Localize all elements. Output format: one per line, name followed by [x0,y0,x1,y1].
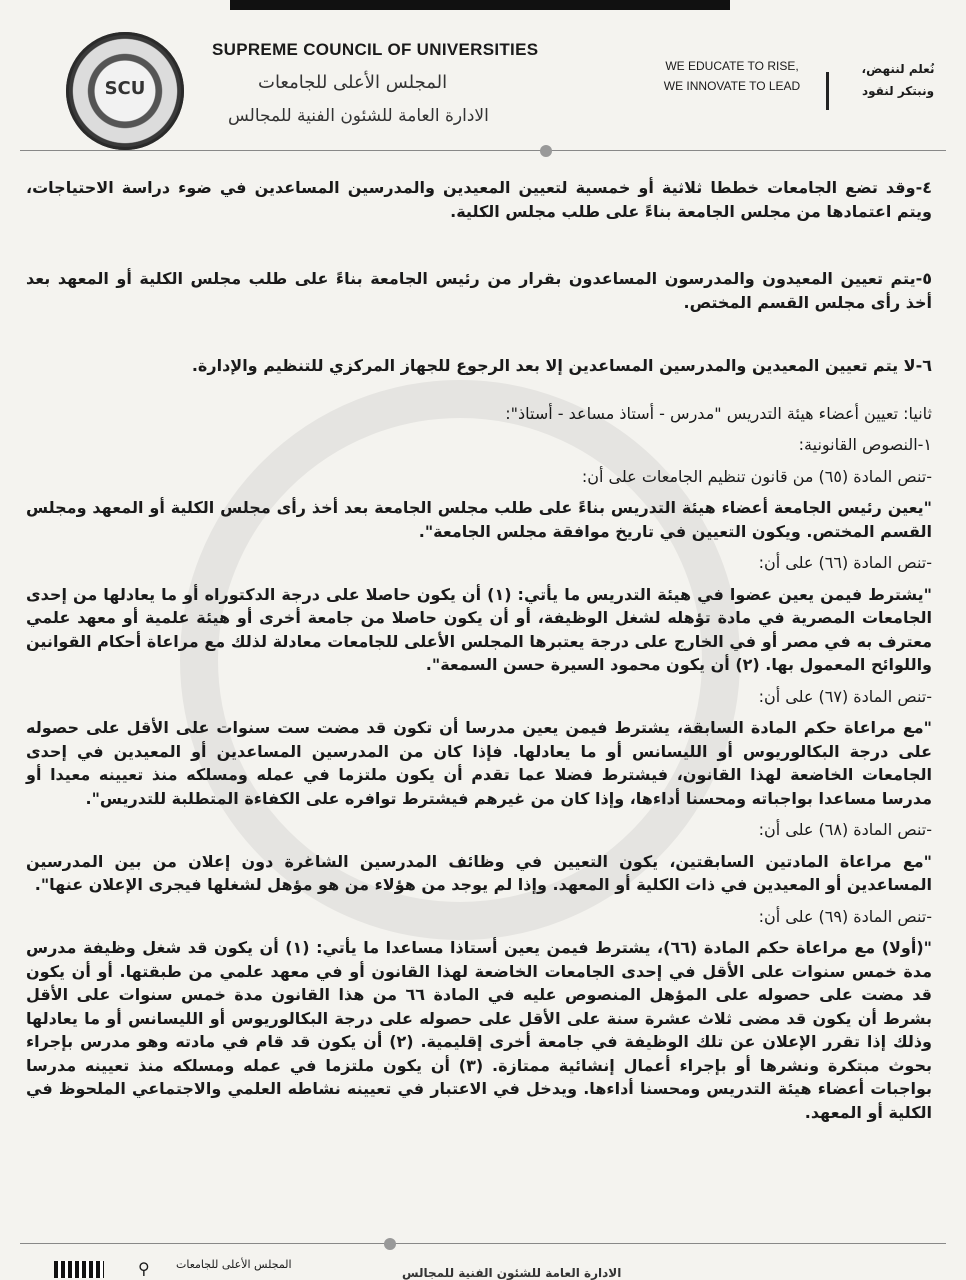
slogan-ar-line1: نُعلم لننهض، [861,62,935,76]
article-66-text: "يشترط فيمن يعين عضوا في هيئة التدريس ما يأتي: (١) أن يكون حاصلا على درجة الدكتوراه أو ما يعادلها من إحدى الجامعات المصرية في مادة تؤهله لشغل الوظيفة، أو أن يكون حاصلا من جامعة أخرى أو هيئة علمية أو معهد علمي معترف به في مصر أو في الخارج على درجة يعتبرها المجلس الأعلى للجامعات معادلة لذلك مع مراعاة أحكام القوانين واللوائح المعمول بها. (٢) أن يكون محمود السيرة حسن السمعة". [26,584,933,674]
header-divider-dot [540,145,552,157]
footer-department-ar: الادارة العامة للشئون الفنية للمجالس [402,1266,622,1280]
slogan-divider [826,72,829,110]
footer-divider-dot [384,1238,396,1250]
scu-seal-logo [66,32,184,150]
article-69-text: "(أولا) مع مراعاة حكم المادة (٦٦)، يشترط فيمن يعين أستاذا مساعدا ما يأتي: (١) أن يكون قد شغل وظيفة مدرس مدة خمس سنوات على الأقل في إحدى الجامعات الخاضعة لهذا القانون أو في معهد علمي من طبقتها. أو أن يكون قد مضت على حصوله على المؤهل المنصوص عليه في المادة ٦٦ من هذا القانون مدة خمس سنوات على الأقل بشرط أن يكون قد مضى ثلاث عشرة سنة على الأقل على حصوله على درجة البكالوريوس أو الليسانس أو ما يعادلها وذلك إذا تقرر الإعلان عن تلك الوظيفة في جامعة أخرى إقليمية. (٢) أن يكون قد قام في مادته وهو مدرس بإجراء بحوث مبتكرة ونشرها أو بإجراء أعمال إنشائية ممتازة. (٣) أن يكون ملتزما في عمله ومسلكه منذ تعيينه مدرسا بواجبات أعضاء هيئة التدريس ومحسنا أداءها. ويدخل في الاعتبار في تعيينه نشاطه العلمي والاجتماعي الملحوظ في الكلية أو المعهد. [26,938,933,1122]
department-title-ar: الادارة العامة للشئون الفنية للمجالس [228,106,489,126]
council-title-ar: المجلس الأعلى للجامعات [258,72,448,93]
footer-divider [20,1243,946,1244]
slogan-en-line2: WE INNOVATE TO LEAD [663,79,801,93]
subheading-legal-texts: ١-النصوص القانونية: [798,435,932,454]
article-69-intro: -تنص المادة (٦٩) على أن: [758,906,932,926]
document-body [26,160,932,1124]
letterhead [0,12,966,147]
article-67-text: "مع مراعاة حكم المادة السابقة، يشترط فيمن يعين مدرسا أن تكون قد مضت ست سنوات على الأقل على حصوله على درجة البكالوريوس أو الليسانس أو ما يعادلها. فإذا كان من المدرسين المساعدين أو المعيدين في إحدى الجامعات الخاضعة لهذا القانون، فيشترط فضلا عما تقدم أن يكون ملتزما في عمله ومسلكه منذ تعيينه معيدا أو مدرسا مساعدا بواجباته ومحسنا أداءها، وإذا كان من غيرهم فيشترط توافره على الكفاءة المتطلبة للتدريس". [26,718,932,808]
article-65-text: "يعين رئيس الجامعة أعضاء هيئة التدريس بناءً على طلب مجلس الجامعة بعد أخذ رأى مجلس الكلية أو المعهد ومجلس القسم المختص. ويكون التعيين في تاريخ موافقة مجلس الجامعة". [26,498,932,541]
item-6: ٦-لا يتم تعيين المعيدين والمدرسين المساعدين إلا بعد الرجوع للجهاز المركزي للتنظيم والإدارة. [191,356,932,375]
seal-text: SCU [104,78,146,99]
item-4: ٤-وقد تضع الجامعات خططا ثلاثية أو خمسية لتعيين المعيدين والمدرسين المساعدين في ضوء دراسة الاحتياجات، ويتم اعتمادها من مجلس الجامعة بناءً على طلب مجلس الكلية. [26,178,932,221]
slogan-ar [838,58,958,102]
article-65-intro: -تنص المادة (٦٥) من قانون تنظيم الجامعات على أن: [581,466,932,486]
article-67-intro: -تنص المادة (٦٧) على أن: [758,686,932,706]
article-66-intro: -تنص المادة (٦٦) على أن: [758,553,932,572]
slogan-en-line1: WE EDUCATE TO RISE, [665,59,799,73]
header-divider [20,150,946,151]
location-pin-icon: ⚲ [138,1259,150,1278]
slogan-en [652,56,812,96]
slogan-ar-line2: ونبتكر لنقود [861,84,935,98]
article-68-text: "مع مراعاة المادتين السابقتين، يكون التعيين في وظائف المدرسين الشاغرة دون إعلان من بين المدرسين المساعدين أو المعيدين في ذات الكلية أو المعهد. وإذا لم يوجد من هؤلاء من هو مؤهل لشغلها فيجرى الإعلان عنها". [26,851,932,894]
qr-code-icon [54,1261,104,1278]
footer-council-ar: المجلس الأعلى للجامعات [176,1258,292,1271]
section-heading: ثانيا: تعيين أعضاء هيئة التدريس "مدرس - أستاذ مساعد - أستاذ": [505,403,932,423]
council-title-en: SUPREME COUNCIL OF UNIVERSITIES [212,40,539,59]
article-68-intro: -تنص المادة (٦٨) على أن: [758,820,932,839]
top-black-bar [230,0,730,10]
item-5: ٥-يتم تعيين المعيدون والمدرسون المساعدون بقرار من رئيس الجامعة بناءً على طلب مجلس الكلية أو المعهد بعد أخذ رأى مجلس القسم المختص. [26,269,932,312]
